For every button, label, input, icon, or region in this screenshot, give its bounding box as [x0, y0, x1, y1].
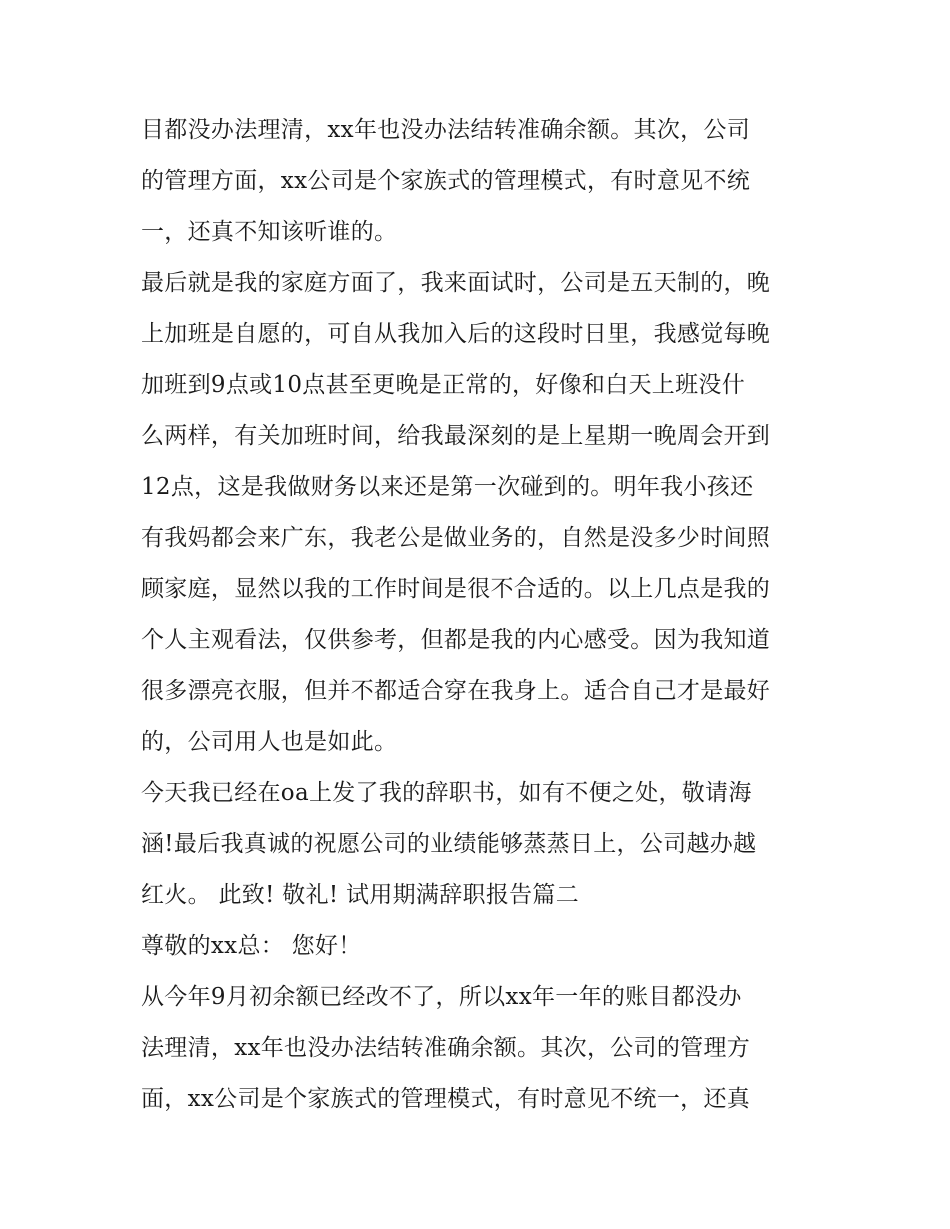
text-line: 上加班是自愿的，可自从我加入后的这段时日里，我感觉每晚: [141, 321, 771, 347]
text-line: 很多漂亮衣服，但并不都适合穿在我身上。适合自己才是最好: [141, 678, 771, 704]
text-line: 红火。 此致! 敬礼! 试用期满辞职报告篇二: [141, 882, 580, 908]
document-body: [141, 108, 841, 1128]
text-line: 有我妈都会来广东，我老公是做业务的，自然是没多少时间照: [141, 525, 771, 551]
text-line: 最后就是我的家庭方面了，我来面试时，公司是五天制的，晚: [141, 270, 771, 296]
text-line: 加班到9点或10点甚至更晚是正常的，好像和白天上班没什: [141, 372, 745, 398]
text-line: 尊敬的xx总： 您好！: [141, 933, 362, 959]
text-line: 今天我已经在oa上发了我的辞职书，如有不便之处，敬请海: [141, 780, 752, 806]
text-line: 一，还真不知该听谁的。: [141, 219, 398, 245]
text-line: 的管理方面，xx公司是个家族式的管理模式，有时意见不统: [141, 168, 751, 194]
text-line: 顾家庭，显然以我的工作时间是很不合适的。以上几点是我的: [141, 576, 771, 602]
text-line: 的，公司用人也是如此。: [141, 729, 398, 755]
text-line: 面，xx公司是个家族式的管理模式，有时意见不统一，还真: [141, 1086, 751, 1112]
text-line: 目都没办法理清，xx年也没办法结转准确余额。其次，公司: [141, 117, 751, 143]
text-line: 从今年9月初余额已经改不了，所以xx年一年的账目都没办: [141, 984, 742, 1010]
text-line: 12点，这是我做财务以来还是第一次碰到的。明年我小孩还: [141, 474, 754, 500]
text-line: 法理清，xx年也没办法结转准确余额。其次，公司的管理方: [141, 1035, 751, 1061]
text-line: 么两样，有关加班时间，给我最深刻的是上星期一晚周会开到: [141, 423, 771, 449]
text-line: 涵!最后我真诚的祝愿公司的业绩能够蒸蒸日上，公司越办越: [141, 831, 757, 857]
text-line: 个人主观看法，仅供参考，但都是我的内心感受。因为我知道: [141, 627, 771, 653]
